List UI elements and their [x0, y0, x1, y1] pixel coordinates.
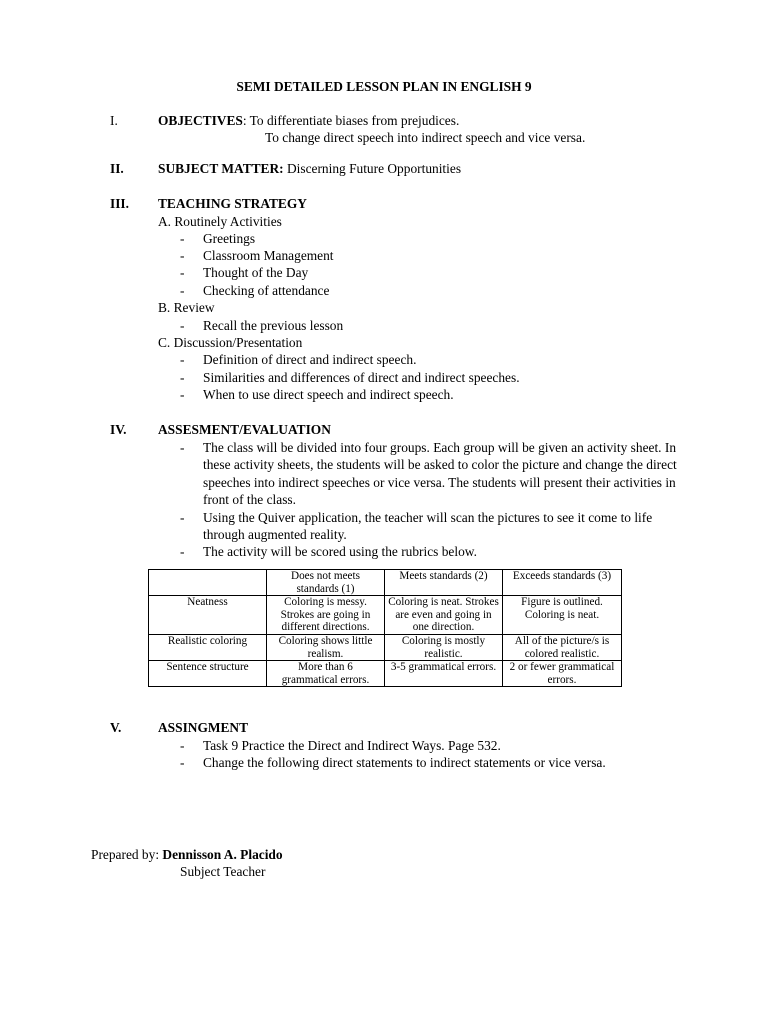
bullet-dash: - [180, 231, 185, 246]
assessment-label: ASSESMENT/EVALUATION [158, 422, 331, 437]
list-item: Classroom Management [203, 248, 334, 263]
bullet-dash: - [180, 755, 185, 770]
routinely-activities-heading: A. Routinely Activities [158, 214, 282, 229]
table-cell: More than 6 grammatical errors. [267, 661, 385, 687]
bullet-dash: - [180, 440, 185, 455]
objectives-label: OBJECTIVES [158, 113, 243, 128]
list-item: Checking of attendance [203, 283, 330, 298]
table-cell: Neatness [149, 596, 267, 635]
prepared-by-line [91, 846, 283, 863]
teacher-name: Dennisson A. Placido [162, 847, 283, 862]
subject-matter-label: SUBJECT MATTER: [158, 161, 284, 176]
table-row [149, 596, 622, 635]
bullet-dash: - [180, 738, 185, 753]
table-header-cell: Meets standards (2) [385, 570, 503, 596]
table-header-cell: Does not meets standards (1) [267, 570, 385, 596]
section-number-1: I. [110, 113, 118, 128]
section-number-3: III. [110, 196, 129, 211]
list-item: Similarities and differences of direct and indirect speeches. [203, 370, 520, 385]
table-cell: Coloring shows little realism. [267, 634, 385, 660]
bullet-dash: - [180, 544, 185, 559]
bullet-dash: - [180, 248, 185, 263]
table-cell: Coloring is messy. Strokes are going in different directions. [267, 596, 385, 635]
table-header-row [149, 570, 622, 596]
bullet-dash: - [180, 318, 185, 333]
teaching-strategy-label: TEACHING STRATEGY [158, 196, 307, 211]
assignment-label: ASSINGMENT [158, 720, 249, 735]
table-cell: Realistic coloring [149, 634, 267, 660]
teacher-role: Subject Teacher [180, 864, 266, 879]
section-number-2: II. [110, 161, 124, 176]
objectives-line-1 [158, 112, 459, 129]
list-item: Definition of direct and indirect speech. [203, 352, 417, 367]
bullet-dash: - [180, 352, 185, 367]
list-item: Thought of the Day [203, 265, 309, 280]
rubric-table [148, 569, 622, 687]
table-cell: Sentence structure [149, 661, 267, 687]
table-cell: All of the picture/s is colored realistic. [503, 634, 622, 660]
table-cell: Coloring is mostly realistic. [385, 634, 503, 660]
assessment-item: Using the Quiver application, the teacher will scan the pictures to see it come to life through augmented reality. [203, 510, 653, 543]
table-cell: Coloring is neat. Strokes are even and going in one direction. [385, 596, 503, 635]
review-heading: B. Review [158, 300, 215, 315]
section-number-4: IV. [110, 422, 127, 437]
bullet-dash: - [180, 387, 185, 402]
objectives-text-2: To change direct speech into indirect speech and vice versa. [265, 130, 586, 145]
table-cell: 3-5 grammatical errors. [385, 661, 503, 687]
list-item: Greetings [203, 231, 256, 246]
list-item: When to use direct speech and indirect speech. [203, 387, 454, 402]
discussion-heading: C. Discussion/Presentation [158, 335, 303, 350]
prepared-by-label: Prepared by: [91, 847, 163, 862]
list-item: Recall the previous lesson [203, 318, 344, 333]
section-number-5: V. [110, 720, 122, 735]
table-cell: 2 or fewer grammatical errors. [503, 661, 622, 687]
assignment-item: Change the following direct statements to indirect statements or vice versa. [203, 755, 606, 770]
objectives-text-1: : To differentiate biases from prejudices. [242, 113, 460, 128]
bullet-dash: - [180, 283, 185, 298]
table-header-cell [149, 570, 267, 596]
table-row [149, 661, 622, 687]
subject-matter-line [158, 160, 461, 177]
assessment-item: The class will be divided into four groups. Each group will be given an activity sheet. In these activity sheets, the students will be asked to color the picture and change the direct speeches into indirect speeches or vice versa. The students will present their activities in front of the class. [203, 440, 677, 507]
assessment-item: The activity will be scored using the rubrics below. [203, 544, 477, 559]
subject-matter-text: Discerning Future Opportunities [283, 161, 462, 176]
bullet-dash: - [180, 265, 185, 280]
bullet-dash: - [180, 510, 185, 525]
document-title: SEMI DETAILED LESSON PLAN IN ENGLISH 9 [236, 79, 532, 94]
assignment-item: Task 9 Practice the Direct and Indirect Ways. Page 532. [203, 738, 501, 753]
bullet-dash: - [180, 370, 185, 385]
table-row [149, 634, 622, 660]
table-cell: Figure is outlined. Coloring is neat. [503, 596, 622, 635]
table-header-cell: Exceeds standards (3) [503, 570, 622, 596]
